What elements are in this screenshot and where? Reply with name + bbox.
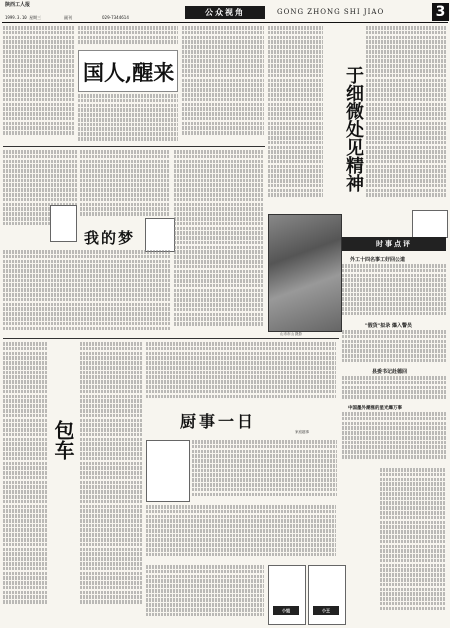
page-number: 3 <box>432 3 449 21</box>
cartoon-girl <box>268 565 306 625</box>
illustration-figure-2 <box>145 218 175 252</box>
headline-box-8 <box>180 405 280 437</box>
article-body-mid-3 <box>80 150 170 220</box>
edition-label: 副刊 <box>64 15 72 20</box>
illustration-figure <box>50 205 77 242</box>
cartoon-label-2: 小王 <box>313 606 339 615</box>
subhead-6: 县委书记赴德回 <box>372 369 408 375</box>
article-body-bottom-center <box>146 565 264 623</box>
phone-number: 029-7344614 <box>102 15 129 20</box>
paper-name: 陕西工人报 <box>5 2 31 8</box>
article-body-mid-top <box>78 26 178 48</box>
section-pinyin: GONG ZHONG SHI JIAO <box>277 8 385 16</box>
headline-1: 国人,醒来 <box>83 60 175 85</box>
article-body-right-bottom <box>380 468 446 623</box>
article-body-dream <box>3 250 171 335</box>
article-body-kitchen-mid <box>192 440 337 500</box>
subhead-5: "假货"拟录 爆入警员 <box>365 323 412 329</box>
article-body-commentary-2 <box>342 330 446 366</box>
headline-box-1 <box>78 50 178 92</box>
cartoon-boy <box>308 565 346 625</box>
headline-4: 时事点评 <box>342 237 446 251</box>
headline-2: 我的梦 <box>84 229 136 247</box>
divider-2 <box>3 338 339 339</box>
article-body-kitchen-bottom <box>146 505 336 560</box>
headline-9: 包车 <box>51 420 75 460</box>
article-body-commentary-3 <box>342 376 446 402</box>
section-title: 公众视角 <box>185 6 265 19</box>
issue-date: 1999.3.10 星期三 <box>5 15 42 20</box>
article-body-right-b <box>366 26 446 211</box>
article-body-kitchen-top <box>146 342 336 402</box>
article-body-commentary-4 <box>342 412 446 462</box>
illustration-kitchen-1 <box>146 440 190 502</box>
headline-3-vertical <box>342 66 364 192</box>
logo-illustration <box>412 210 448 238</box>
headline-box-2 <box>80 225 142 247</box>
article-body-commentary <box>342 264 446 319</box>
headline-8: 厨事一日 <box>180 412 257 431</box>
article-body-left-top <box>3 26 75 144</box>
subhead-4: 外工十四名事工好回公道 <box>350 257 406 263</box>
headline-3: 于细微处见精神 <box>343 66 364 192</box>
article-body-lower-left-a <box>3 342 47 622</box>
masthead <box>2 2 448 23</box>
column-tag: 家庭趣事 <box>295 430 309 434</box>
news-photo <box>268 214 342 332</box>
article-body-center-top <box>182 26 264 144</box>
article-body-lower-left-b <box>80 342 142 622</box>
article-body-right-a <box>268 26 323 211</box>
article-body-center-mid <box>174 150 264 340</box>
cartoon-label: 小姐 <box>273 606 299 615</box>
photo-caption: 山市市山 摄影 <box>280 332 303 336</box>
divider <box>3 146 265 147</box>
headline-box-9 <box>50 420 78 500</box>
article-body-mid-2 <box>78 94 178 144</box>
subhead-7: 中国墨外潮涨的星光爆万事 <box>348 406 402 411</box>
